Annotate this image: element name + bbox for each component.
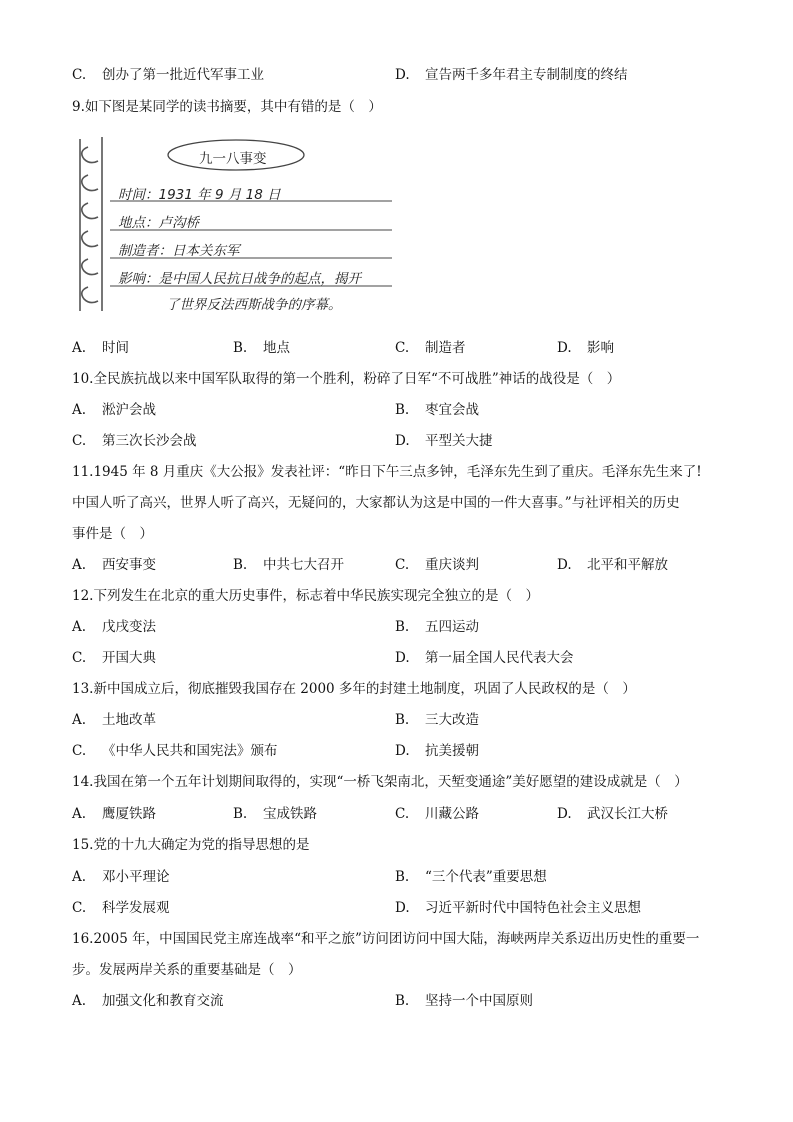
q12-option-d[interactable]: D. 第一届全国人民代表大会 bbox=[395, 650, 574, 666]
q15-option-b[interactable]: B. “三个代表”重要思想 bbox=[395, 869, 547, 885]
q15-option-a[interactable]: A. 邓小平理论 bbox=[72, 869, 170, 885]
q13-option-a[interactable]: A. 土地改革 bbox=[72, 712, 156, 728]
q16-options-row1 bbox=[72, 990, 732, 1012]
q15-option-d[interactable]: D. 习近平新时代中国特色社会主义思想 bbox=[395, 900, 641, 916]
q16-option-b[interactable]: B. 坚持一个中国原则 bbox=[395, 993, 533, 1009]
q10-option-b[interactable]: B. 枣宜会战 bbox=[395, 402, 479, 418]
q12-stem: 12.下列发生在北京的重大历史事件，标志着中华民族实现完全独立的是（ ） bbox=[72, 588, 539, 604]
q13-stem: 13.新中国成立后，彻底摧毁我国存在 2000 多年的封建土地制度，巩固了人民政权的是（ ） bbox=[72, 681, 636, 697]
q16-stem-line1: 16.2005 年，中国国民党主席连战率“和平之旅”访问团访问中国大陆，海峡两岸关系迈出历史性的重要一 bbox=[72, 931, 700, 947]
q8-option-d[interactable]: D. 宣告两千多年君主专制制度的终结 bbox=[395, 67, 628, 83]
q15-options-row2 bbox=[72, 897, 732, 919]
q16-stem-line2: 步。发展两岸关系的重要基础是（ ） bbox=[72, 962, 302, 978]
q15-stem: 15.党的十九大确定为党的指导思想的是 bbox=[72, 837, 310, 853]
q13-options-row2 bbox=[72, 740, 732, 762]
q11-option-b[interactable]: B. 中共七大召开 bbox=[233, 557, 344, 573]
q9-option-a[interactable]: A. 时间 bbox=[72, 340, 129, 356]
q9-option-c[interactable]: C. 制造者 bbox=[395, 340, 466, 356]
note-place: 地点：卢沟桥 bbox=[118, 215, 199, 231]
q13-options-row1 bbox=[72, 709, 732, 731]
note-time: 时间：1931 年 9 月 18 日 bbox=[118, 187, 281, 203]
q10-stem: 10.全民族抗战以来中国军队取得的第一个胜利，粉碎了日军“不可战胜”神话的战役是（ ） bbox=[72, 371, 621, 387]
q12-option-b[interactable]: B. 五四运动 bbox=[395, 619, 479, 635]
q12-option-c[interactable]: C. 开国大典 bbox=[72, 650, 156, 666]
q15-options-row1 bbox=[72, 866, 732, 888]
reading-note-image bbox=[76, 131, 394, 319]
note-impact-line1: 影响：是中国人民抗日战争的起点，揭开 bbox=[118, 271, 361, 287]
q9-options bbox=[72, 337, 732, 359]
q14-option-d[interactable]: D. 武汉长江大桥 bbox=[557, 806, 668, 822]
q14-stem: 14.我国在第一个五年计划期间取得的，实现“一桥飞架南北，天堑变通途”美好愿望的建设成就是（ ） bbox=[72, 774, 688, 790]
q10-options-row2 bbox=[72, 430, 732, 452]
q11-options bbox=[72, 554, 732, 576]
q14-option-b[interactable]: B. 宝成铁路 bbox=[233, 806, 317, 822]
q9-option-b[interactable]: B. 地点 bbox=[233, 340, 290, 356]
q8-option-c[interactable]: C. 创办了第一批近代军事工业 bbox=[72, 67, 264, 83]
note-title: 九一八事变 bbox=[199, 151, 267, 167]
q14-option-a[interactable]: A. 鹰厦铁路 bbox=[72, 806, 156, 822]
q10-option-d[interactable]: D. 平型关大捷 bbox=[395, 433, 493, 449]
note-impact-line2: 了世界反法西斯战争的序幕。 bbox=[166, 297, 342, 313]
q12-options-row1 bbox=[72, 616, 732, 638]
q11-stem-line1: 11.1945 年 8 月重庆《大公报》发表社评：“昨日下午三点多钟，毛泽东先生到了重庆。毛泽东先生来了! bbox=[72, 464, 702, 480]
q11-stem-line2: 中国人听了高兴，世界人听了高兴，无疑问的，大家都认为这是中国的一件大喜事。”与社评相关的历史 bbox=[72, 495, 680, 511]
q10-options-row1 bbox=[72, 399, 732, 421]
q10-option-c[interactable]: C. 第三次长沙会战 bbox=[72, 433, 197, 449]
q12-option-a[interactable]: A. 戊戌变法 bbox=[72, 619, 156, 635]
q11-option-d[interactable]: D. 北平和平解放 bbox=[557, 557, 668, 573]
note-maker: 制造者：日本关东军 bbox=[118, 243, 240, 259]
q13-option-c[interactable]: C. 《中华人民共和国宪法》颁布 bbox=[72, 743, 278, 759]
q8-options bbox=[72, 64, 732, 86]
q11-option-c[interactable]: C. 重庆谈判 bbox=[395, 557, 479, 573]
q14-option-c[interactable]: C. 川藏公路 bbox=[395, 806, 479, 822]
q10-option-a[interactable]: A. 淞沪会战 bbox=[72, 402, 156, 418]
q13-option-b[interactable]: B. 三大改造 bbox=[395, 712, 479, 728]
q13-option-d[interactable]: D. 抗美援朝 bbox=[395, 743, 479, 759]
q12-options-row2 bbox=[72, 647, 732, 669]
q15-option-c[interactable]: C. 科学发展观 bbox=[72, 900, 170, 916]
q9-stem: 9.如下图是某同学的读书摘要，其中有错的是（ ） bbox=[72, 99, 382, 115]
q11-stem-line3: 事件是（ ） bbox=[72, 526, 153, 542]
q14-options bbox=[72, 803, 732, 825]
q11-option-a[interactable]: A. 西安事变 bbox=[72, 557, 156, 573]
q16-option-a[interactable]: A. 加强文化和教育交流 bbox=[72, 993, 224, 1009]
q9-option-d[interactable]: D. 影响 bbox=[557, 340, 614, 356]
